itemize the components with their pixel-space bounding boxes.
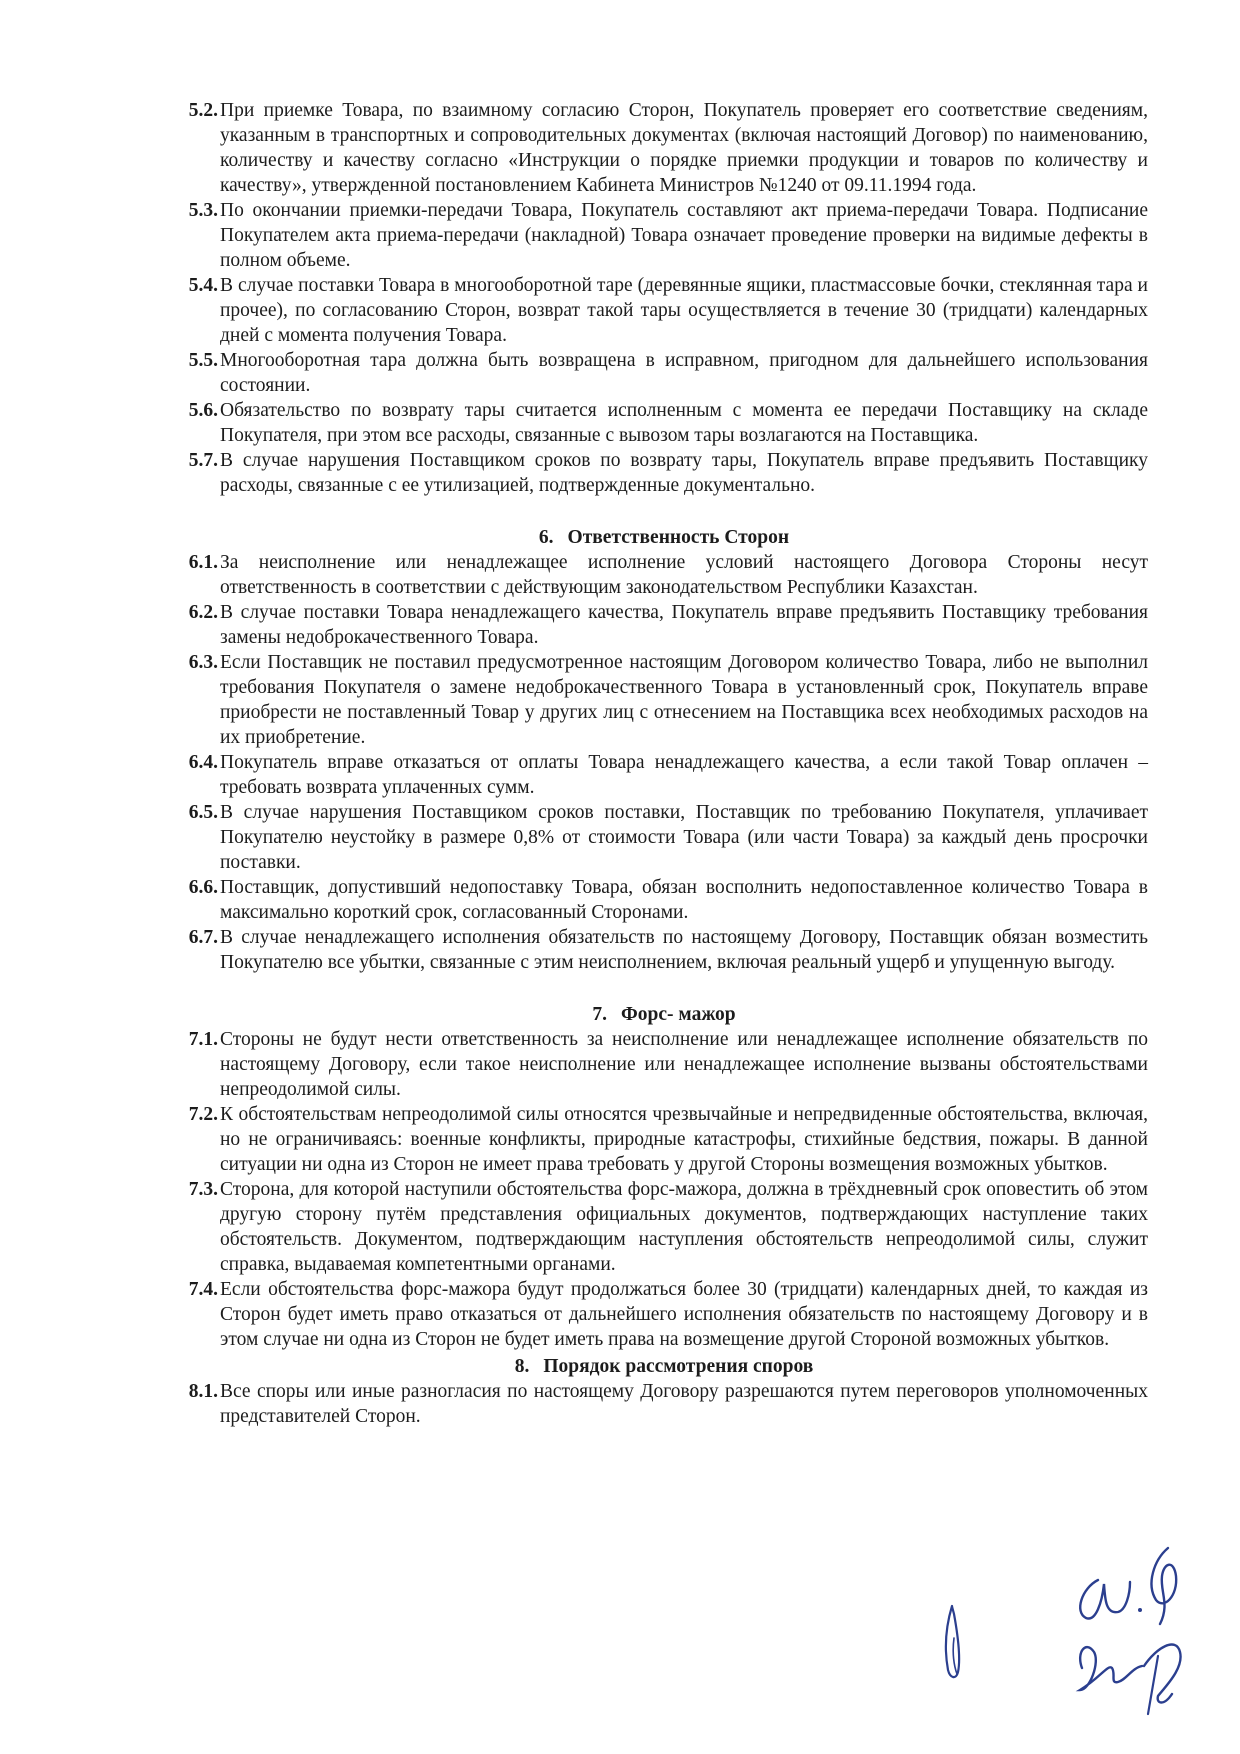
- section-title: Порядок рассмотрения споров: [543, 1356, 814, 1377]
- clause-text: Обязательство по возврату тары считается исполненным с момента ее передачи Поставщику на складе Покупателя, при этом все расходы, связанные с вывозом тары возлагаются на Поставщика.: [220, 400, 1148, 446]
- clause-text: В случае поставки Товара ненадлежащего качества, Покупатель вправе предъявить Поставщику требования замены недоброкачественного Товара.: [220, 602, 1148, 648]
- clause-6-7: [180, 925, 1148, 975]
- signature-initials-right: [1060, 1540, 1210, 1720]
- clause-5-3: [180, 198, 1148, 273]
- clause-number: 5.6.: [188, 400, 218, 421]
- clause-6-1: [180, 550, 1148, 600]
- clause-7-4: [180, 1277, 1148, 1352]
- clause-text: В случае нарушения Поставщиком сроков по возврату тары, Покупатель вправе предъявить Поставщику расходы, связанные с ее утилизацией, подтвержденные документально.: [220, 450, 1148, 496]
- clause-6-5: [180, 800, 1148, 875]
- section-number: 8.: [514, 1356, 530, 1377]
- clause-text: По окончании приемки-передачи Товара, Покупатель составляют акт приема-передачи Товара. Подписание Покупателем акта приема-передачи (накладной) Товара означает проведение проверки на видимые дефекты в полном объеме.: [220, 200, 1148, 271]
- section-title: Ответственность Сторон: [567, 527, 790, 548]
- clause-5-4: [180, 273, 1148, 348]
- clause-number: 7.2.: [188, 1104, 218, 1125]
- clause-5-2: [180, 98, 1148, 198]
- clause-7-1: [180, 1027, 1148, 1102]
- clause-number: 8.1.: [188, 1381, 218, 1402]
- section-heading-7: [180, 1002, 1148, 1027]
- section-heading-6: [180, 525, 1148, 550]
- clause-number: 5.7.: [188, 450, 218, 471]
- clause-text: Все споры или иные разногласия по настоящему Договору разрешаются путем переговоров уполномоченных представителей Сторон.: [220, 1381, 1148, 1427]
- clause-text: Поставщик, допустивший недопоставку Товара, обязан восполнить недопоставленное количество Товара в максимально короткий срок, согласованный Сторонами.: [220, 877, 1148, 923]
- clause-text: Сторона, для которой наступили обстоятельства форс-мажора, должна в трёхдневный срок оповестить об этом другую сторону путём представления официальных документов, подтверждающих наступление таких обстоятельств. Документом, подтверждающим наступления обстоятельств непреодолимой силы, служит справка, выдаваемая компетентными органами.: [220, 1179, 1148, 1275]
- section-number: 6.: [538, 527, 554, 548]
- section-title: Форс- мажор: [621, 1004, 736, 1025]
- clause-6-2: [180, 600, 1148, 650]
- clause-number: 7.3.: [188, 1179, 218, 1200]
- clause-number: 7.4.: [188, 1279, 218, 1300]
- clause-text: За неисполнение или ненадлежащее исполнение условий настоящего Договора Стороны несут ответственность в соответствии с действующим законодательством Республики Казахстан.: [220, 552, 1148, 598]
- clause-text: Если Поставщик не поставил предусмотренное настоящим Договором количество Товара, либо не выполнил требования Покупателя о замене недоброкачественного Товара в установленный срок, Покупатель вправе приобрести не поставленный Товар у других лиц с отнесением на Поставщика всех необходимых расходов на их приобретение.: [220, 652, 1148, 748]
- clause-text: Многооборотная тара должна быть возвращена в исправном, пригодном для дальнейшего использования состоянии.: [220, 350, 1148, 396]
- signature-mark-left: [930, 1598, 980, 1688]
- clause-6-4: [180, 750, 1148, 800]
- clause-5-6: [180, 398, 1148, 448]
- clause-number: 6.4.: [188, 752, 218, 773]
- clause-text: При приемке Товара, по взаимному согласию Сторон, Покупатель проверяет его соответствие сведениям, указанным в транспортных и сопроводительных документах (включая настоящий Договор) по наименованию, количеству и качеству согласно «Инструкции о порядке приемки продукции и товаров по количеству и качеству», утвержденной постановлением Кабинета Министров №1240 от 09.11.1994 года.: [220, 100, 1148, 196]
- clause-text: В случае ненадлежащего исполнения обязательств по настоящему Договору, Поставщик обязан возместить Покупателю все убытки, связанные с этим неисполнением, включая реальный ущерб и упущенную выгоду.: [220, 927, 1148, 973]
- clause-6-6: [180, 875, 1148, 925]
- clause-number: 6.7.: [188, 927, 218, 948]
- section-heading-8: [180, 1354, 1148, 1379]
- clause-number: 6.5.: [188, 802, 218, 823]
- clause-6-3: [180, 650, 1148, 750]
- section-number: 7.: [592, 1004, 608, 1025]
- clause-text: В случае поставки Товара в многооборотной таре (деревянные ящики, пластмассовые бочки, стеклянная тара и прочее), по согласованию Сторон, возврат такой тары осуществляется в течение 30 (тридцати) календарных дней с момента получения Товара.: [220, 275, 1148, 346]
- clause-number: 5.5.: [188, 350, 218, 371]
- clause-number: 6.6.: [188, 877, 218, 898]
- clause-8-1: [180, 1379, 1148, 1429]
- clause-number: 7.1.: [188, 1029, 218, 1050]
- clause-7-2: [180, 1102, 1148, 1177]
- clause-number: 5.3.: [188, 200, 218, 221]
- clause-text: Если обстоятельства форс-мажора будут продолжаться более 30 (тридцати) календарных дней, то каждая из Сторон будет иметь право отказаться от дальнейшего исполнения обязательств по настоящему Договору и в этом случае ни одна из Сторон не будет иметь права на возмещение другой Стороной возможных убытков.: [220, 1279, 1148, 1350]
- clause-5-5: [180, 348, 1148, 398]
- clause-text: К обстоятельствам непреодолимой силы относятся чрезвычайные и непредвиденные обстоятельства, включая, но не ограничиваясь: военные конфликты, природные катастрофы, стихийные бедствия, пожары. В данной ситуации ни одна из Сторон не имеет права требовать у другой Стороны возмещения возможных убытков.: [220, 1104, 1148, 1175]
- clause-5-7: [180, 448, 1148, 498]
- clause-text: В случае нарушения Поставщиком сроков поставки, Поставщик по требованию Покупателя, уплачивает Покупателю неустойку в размере 0,8% от стоимости Товара (или части Товара) за каждый день просрочки поставки.: [220, 802, 1148, 873]
- clause-number: 6.1.: [188, 552, 218, 573]
- clause-number: 5.4.: [188, 275, 218, 296]
- clause-number: 6.3.: [188, 652, 218, 673]
- clause-number: 5.2.: [188, 100, 218, 121]
- document-body: [180, 98, 1148, 1429]
- clause-7-3: [180, 1177, 1148, 1277]
- clause-number: 6.2.: [188, 602, 218, 623]
- clause-text: Покупатель вправе отказаться от оплаты Товара ненадлежащего качества, а если такой Товар оплачен – требовать возврата уплаченных сумм.: [220, 752, 1148, 798]
- clause-text: Стороны не будут нести ответственность за неисполнение или ненадлежащее исполнение обязательств по настоящему Договору, если такое неисполнение или ненадлежащее исполнение вызваны обстоятельствами непреодолимой силы.: [220, 1029, 1148, 1100]
